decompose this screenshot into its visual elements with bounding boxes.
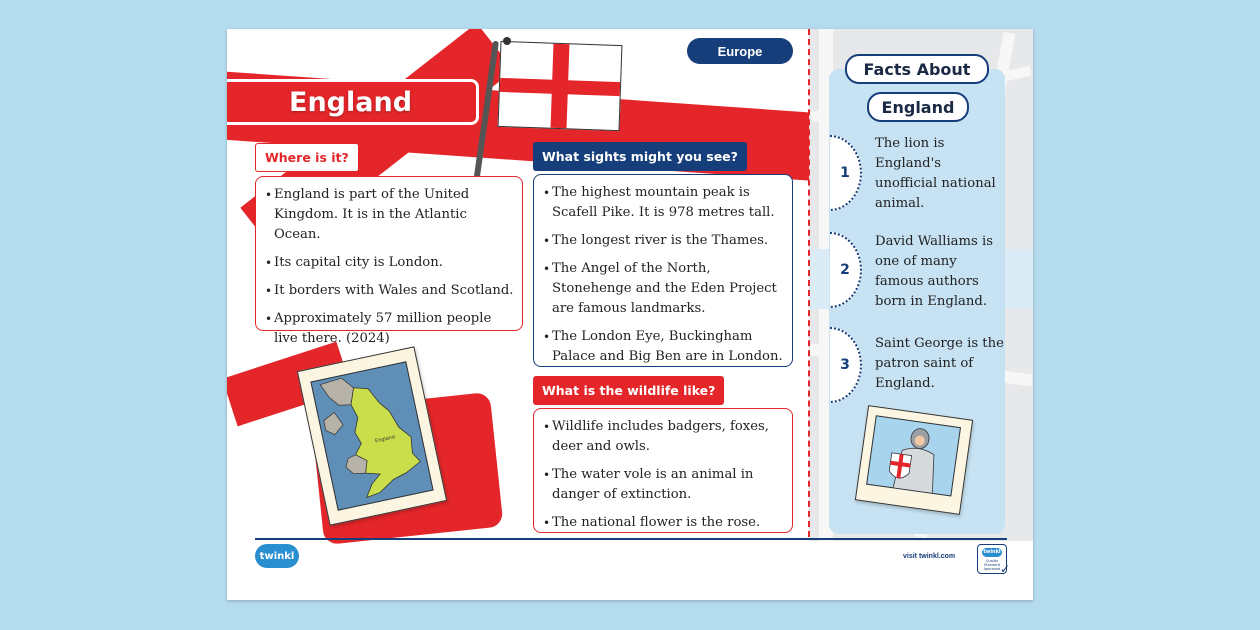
england-flag — [498, 41, 623, 131]
facts-subtitle: England — [867, 92, 969, 122]
quality-badge — [977, 544, 1010, 576]
fact-text: David Walliams is one of many famous authors born in England. — [875, 234, 993, 309]
page-title-banner — [227, 79, 479, 125]
list-item: • The longest river is the Thames. — [544, 231, 784, 251]
footer-divider — [255, 538, 1007, 540]
knight-illustration — [867, 416, 961, 496]
fact-text: Saint George is the patron saint of England. — [875, 336, 1004, 391]
sights-heading: What sights might you see? — [533, 142, 747, 171]
wildlife-heading: What is the wildlife like? — [533, 376, 724, 405]
twinkl-logo: twinkl — [255, 544, 299, 568]
region-badge: Europe — [687, 38, 793, 64]
list-item: • The highest mountain peak is Scafell Pike. It is 978 metres tall. — [544, 183, 784, 223]
check-icon: ✓ — [999, 562, 1010, 576]
page-title: England — [289, 86, 413, 118]
fact-number: 2 — [840, 262, 850, 278]
list-item: • The London Eye, Buckingham Palace and Big Ben are in London. — [544, 327, 784, 367]
list-item: • England is part of the United Kingdom. It is in the Atlantic Ocean. — [266, 185, 514, 245]
list-item: • It borders with Wales and Scotland. — [266, 281, 514, 301]
wildlife-box — [533, 408, 793, 533]
saint-george-photo — [855, 405, 973, 515]
list-item: • The water vole is an animal in danger of extinction. — [544, 465, 784, 505]
uk-map-illustration — [312, 362, 434, 511]
facts-title: Facts About — [845, 54, 989, 84]
where-heading: Where is it? — [255, 143, 359, 172]
list-item: • Approximately 57 million people live there. (2024) — [266, 309, 514, 349]
list-item: • The Angel of the North, Stonehenge and the Eden Project are famous landmarks. — [544, 259, 784, 319]
map-label-england: England — [374, 434, 396, 445]
where-box — [255, 176, 523, 346]
fact-text: The lion is England's unofficial national animal. — [875, 136, 996, 211]
list-item: • Its capital city is London. — [266, 253, 514, 273]
list-item: • Wildlife includes badgers, foxes, deer and owls. — [544, 417, 784, 457]
flag-pole-cap — [503, 37, 511, 45]
fact-number: 1 — [840, 165, 850, 181]
visit-link[interactable]: visit twinkl.com — [903, 553, 956, 560]
list-item: • The national flower is the rose. — [544, 513, 784, 533]
fact-sheet — [227, 29, 1033, 600]
badge-caption: Quality Standard Approved — [983, 558, 1001, 571]
badge-logo: twinkl — [983, 549, 1001, 555]
dashed-divider — [808, 29, 810, 537]
sights-box — [533, 174, 793, 367]
fact-number: 3 — [840, 357, 850, 373]
